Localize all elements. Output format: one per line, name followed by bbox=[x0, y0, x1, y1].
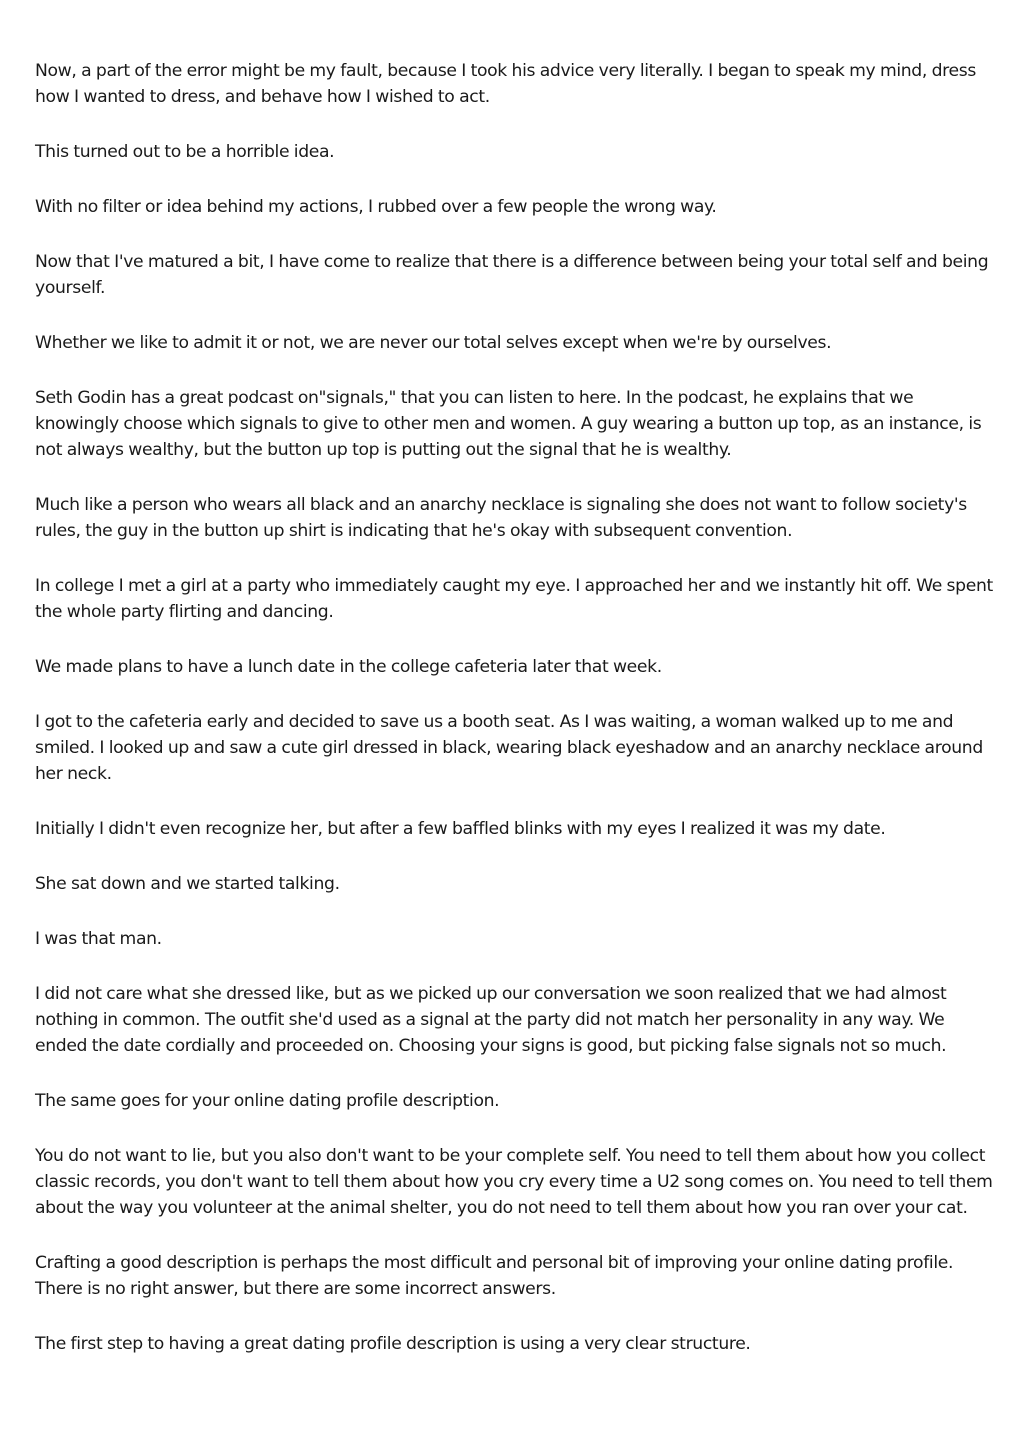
paragraph: We made plans to have a lunch date in the college cafeteria later that week. bbox=[35, 657, 662, 677]
paragraph: The first step to having a great dating profile description is using a very clear structure. bbox=[35, 1334, 751, 1354]
paragraph: I got to the cafeteria early and decided to save us a booth seat. As I was waiting, a woman walked up to me and smiled. I looked up and saw a cute girl dressed in black, wearing black eyeshadow and an anarchy necklace around her neck. bbox=[35, 712, 983, 784]
paragraph: Now that I've matured a bit, I have come to realize that there is a difference between being your total self and being yourself. bbox=[35, 252, 989, 298]
paragraph: I did not care what she dressed like, but as we picked up our conversation we soon realized that we had almost nothing in common. The outfit she'd used as a signal at the party did not match her personality in any way. We ended the date cordially and proceeded on. Choosing your signs is good, but picking false signals not so much. bbox=[35, 984, 947, 1056]
paragraph: She sat down and we started talking. bbox=[35, 874, 340, 894]
paragraph: I was that man. bbox=[35, 929, 162, 949]
document-body bbox=[35, 58, 995, 1386]
paragraph: In college I met a girl at a party who immediately caught my eye. I approached her and we instantly hit off. We spent the whole party flirting and dancing. bbox=[35, 576, 993, 622]
paragraph: You do not want to lie, but you also don't want to be your complete self. You need to tell them about how you collect classic records, you don't want to tell them about how you cry every time a U2 song comes on. You need to tell them about the way you volunteer at the animal shelter, you do not need to tell them about how you ran over your cat. bbox=[35, 1146, 993, 1218]
paragraph: Now, a part of the error might be my fault, because I took his advice very literally. I began to speak my mind, dress how I wanted to dress, and behave how I wished to act. bbox=[35, 61, 976, 107]
paragraph: Crafting a good description is perhaps the most difficult and personal bit of improving your online dating profile. There is no right answer, but there are some incorrect answers. bbox=[35, 1253, 954, 1299]
paragraph: The same goes for your online dating profile description. bbox=[35, 1091, 500, 1111]
paragraph: This turned out to be a horrible idea. bbox=[35, 142, 335, 162]
paragraph: Much like a person who wears all black and an anarchy necklace is signaling she does not want to follow society's rules, the guy in the button up shirt is indicating that he's okay with subsequent convention. bbox=[35, 495, 967, 541]
paragraph: Seth Godin has a great podcast on"signals," that you can listen to here. In the podcast, he explains that we knowingly choose which signals to give to other men and women. A guy wearing a button up top, as an instance, is not always wealthy, but the button up top is putting out the signal that he is wealthy. bbox=[35, 388, 982, 460]
paragraph: With no filter or idea behind my actions, I rubbed over a few people the wrong way. bbox=[35, 197, 717, 217]
paragraph: Initially I didn't even recognize her, but after a few baffled blinks with my eyes I realized it was my date. bbox=[35, 819, 886, 839]
paragraph: Whether we like to admit it or not, we are never our total selves except when we're by ourselves. bbox=[35, 333, 832, 353]
